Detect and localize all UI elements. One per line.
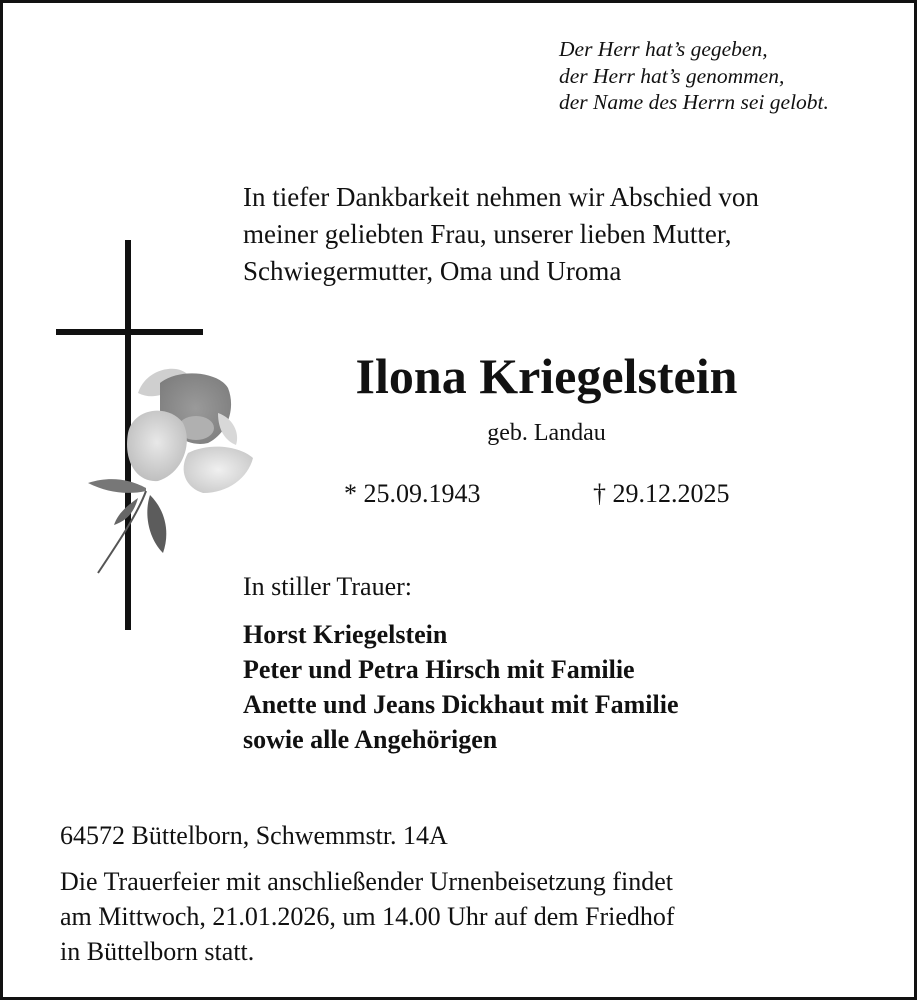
mourner: sowie alle Angehörigen [243, 725, 498, 754]
service-info [60, 864, 675, 969]
mourners-list [243, 617, 679, 757]
intro-line: Schwiegermutter, Oma und Uroma [243, 256, 622, 286]
birth-date: * 25.09.1943 [344, 479, 481, 508]
deceased-name: Ilona Kriegelstein [355, 348, 738, 404]
mourner: Anette und Jeans Dickhaut mit Familie [243, 690, 679, 719]
mourner: Horst Kriegelstein [243, 620, 448, 649]
bible-verse [559, 36, 829, 116]
mourner: Peter und Petra Hirsch mit Familie [243, 655, 635, 684]
intro-text [243, 179, 759, 290]
verse-line: der Herr hat’s genommen, [559, 63, 785, 88]
service-line: in Büttelborn statt. [60, 937, 255, 966]
service-line: am Mittwoch, 21.01.2026, um 14.00 Uhr auf dem Friedhof [60, 902, 675, 931]
verse-line: der Name des Herrn sei gelobt. [559, 90, 829, 114]
intro-line: meiner geliebten Frau, unserer lieben Mutter, [243, 219, 732, 249]
intro-line: In tiefer Dankbarkeit nehmen wir Abschied von [243, 182, 759, 212]
service-line: Die Trauerfeier mit anschließender Urnenbeisetzung findet [60, 867, 673, 896]
address: 64572 Büttelborn, Schwemmstr. 14A [60, 821, 448, 850]
cross-icon-bar [56, 329, 203, 335]
death-date: † 29.12.2025 [593, 479, 730, 508]
maiden-name: geb. Landau [487, 420, 606, 446]
verse-line: Der Herr hat’s gegeben, [559, 37, 768, 61]
mourners-label: In stiller Trauer: [243, 572, 412, 601]
